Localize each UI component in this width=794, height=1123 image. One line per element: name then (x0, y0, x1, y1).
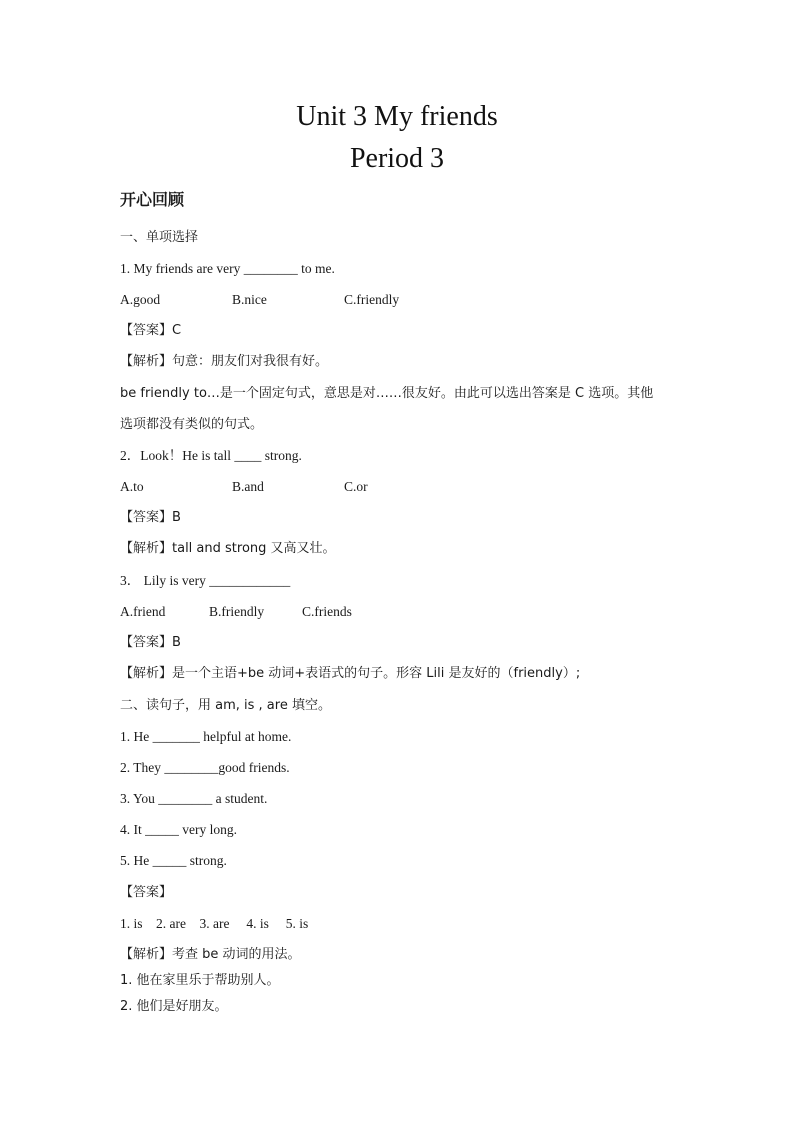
fill-sentence-4: 4. It _____ very long. (120, 822, 237, 837)
part2-answer-label: 【答案】 (120, 885, 173, 900)
question-3-stem: 3． Lily is very ____________ (120, 573, 291, 588)
part1-heading: 一、单项选择 (120, 230, 199, 245)
question-1-analysis-line-2: be friendly to…是一个固定句式，意思是对……很友好。由此可以选出答案是 C 选项。其他 (120, 386, 654, 401)
fill-sentence-3: 3. You ________ a student. (120, 791, 268, 806)
question-2-options (120, 477, 368, 497)
translation-1: 1. 他在家里乐于帮助别人。 (120, 973, 280, 988)
fill-sentence-5: 5. He _____ strong. (120, 853, 227, 868)
question-3-answer: 【答案】B (120, 635, 181, 650)
section-heading: 开心回顾 (120, 190, 185, 209)
option-a: A.friend (120, 604, 166, 619)
question-3-analysis: 【解析】是一个主语+be 动词+表语式的句子。形容 Lili 是友好的（friendly）; (120, 666, 581, 681)
document-title: Unit 3 My friends (296, 101, 498, 132)
part2-heading: 二、读句子，用 am, is , are 填空。 (120, 698, 331, 713)
option-b: B.friendly (209, 604, 265, 619)
option-c: C.or (344, 479, 368, 494)
question-2-answer: 【答案】B (120, 510, 181, 525)
question-1-answer: 【答案】C (120, 323, 182, 338)
option-b: B.and (232, 479, 264, 494)
option-b: B.nice (232, 292, 267, 307)
option-c: C.friends (302, 604, 352, 619)
option-a: A.to (120, 479, 144, 494)
question-3-options (120, 602, 352, 622)
part2-answers: 1. is 2. are 3. are 4. is 5. is (120, 916, 309, 931)
question-1-options (120, 290, 399, 310)
option-c: C.friendly (344, 292, 400, 307)
translation-2: 2. 他们是好朋友。 (120, 999, 228, 1014)
question-1-stem: 1. My friends are very ________ to me. (120, 261, 335, 276)
fill-sentence-2: 2. They ________good friends. (120, 760, 290, 775)
question-1-analysis-line-1: 【解析】句意：朋友们对我很有好。 (120, 354, 329, 369)
fill-sentence-1: 1. He _______ helpful at home. (120, 729, 292, 744)
question-2-analysis: 【解析】tall and strong 又高又壮。 (120, 541, 336, 556)
question-2-stem: 2．Look！He is tall ____ strong. (120, 448, 302, 463)
option-a: A.good (120, 292, 161, 307)
question-1-analysis-line-3: 选项都没有类似的句式。 (120, 417, 264, 432)
part2-analysis: 【解析】考查 be 动词的用法。 (120, 947, 301, 962)
document-subtitle: Period 3 (349, 143, 445, 174)
